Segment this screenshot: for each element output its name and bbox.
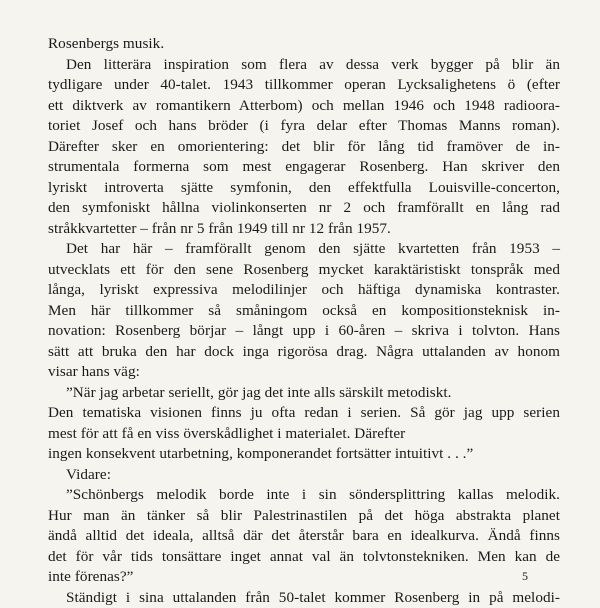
text-line: Den litterära inspiration som flera av dessa verk bygger på blir än <box>48 55 560 76</box>
text-line: ”När jag arbetar seriellt, gör jag det inte alls särskilt metodiskt. <box>48 383 560 404</box>
text-line: ”Schönbergs melodik borde inte i sin söndersplittring kallas melodik. <box>48 485 560 506</box>
text-line: stråkkvartetter – från nr 5 från 1949 till nr 12 från 1957. <box>48 219 560 240</box>
text-line: Därefter sker en omorientering: det blir för lång tid framöver de in- <box>48 137 560 158</box>
body-text <box>48 34 560 608</box>
text-line: visar hans väg: <box>48 362 560 383</box>
text-line: ingen konsekvent utarbetning, komponerandet fortsätter intuitivt . . .” <box>48 444 560 465</box>
text-line: Den tematiska visionen finns ju ofta redan i serien. Så gör jag upp serien <box>48 403 560 424</box>
text-line: strumentala formerna som mest engagerar Rosenberg. Han skriver den <box>48 157 560 178</box>
text-line: mest för att få en viss överskådlighet i materialet. Därefter <box>48 424 560 445</box>
text-line: Det har här – framförallt genom den sjätte kvartetten från 1953 – <box>48 239 560 260</box>
text-line: långa, lyriskt expressiva melodilinjer och häftiga dynamiska kontraster. <box>48 280 560 301</box>
text-line: Rosenbergs musik. <box>48 34 560 55</box>
text-line: inte förenas?” <box>48 567 560 588</box>
text-line: utvecklats ett för den sene Rosenberg mycket karaktäristiskt tonspråk med <box>48 260 560 281</box>
text-line: Vidare: <box>48 465 560 486</box>
text-line: novation: Rosenberg börjar – långt upp i 60-åren – skriva i tolvton. Hans <box>48 321 560 342</box>
text-line: sätt att bruka den har dock inga rigorösa drag. Några uttalanden av honom <box>48 342 560 363</box>
text-line: Hur man än tänker så blir Palestrinastilen på det höga abstrakta planet <box>48 506 560 527</box>
text-line: toriet Josef och hans bröder (i fyra delar efter Thomas Manns roman). <box>48 116 560 137</box>
text-line: det för vår tids tonsättare inget annat val än tolvtonstekniken. Men kan de <box>48 547 560 568</box>
text-line: den symfoniskt hållna violinkonserten nr 2 och framförallt en lång rad <box>48 198 560 219</box>
text-line: ett diktverk av romantikern Atterbom) och mellan 1946 och 1948 radioora- <box>48 96 560 117</box>
text-line: tydligare under 40-talet. 1943 tillkommer operan Lycksalighetens ö (efter <box>48 75 560 96</box>
text-line: Men här tillkommer så småningom också en kompositionsteknisk in- <box>48 301 560 322</box>
text-line: ändå alltid det ideala, alltså där det återstår bara en idealkurva. Ändå finns <box>48 526 560 547</box>
text-line: Ständigt i sina uttalanden från 50-talet kommer Rosenberg in på melodi- <box>48 588 560 608</box>
page-number: 5 <box>522 569 528 583</box>
text-line: lyriskt introverta sjätte symfonin, den effektfulla Louisville-concerton, <box>48 178 560 199</box>
